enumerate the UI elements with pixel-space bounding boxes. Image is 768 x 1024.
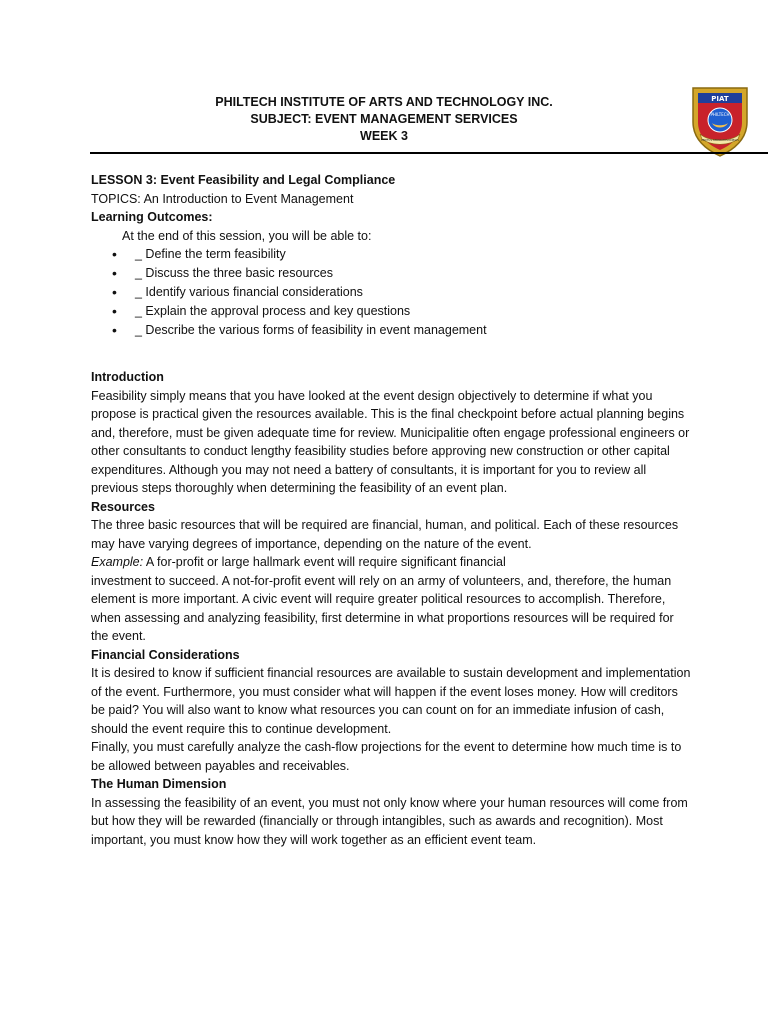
example-label: Example: bbox=[91, 555, 144, 569]
introduction-heading: Introduction bbox=[91, 370, 164, 384]
resources-heading: Resources bbox=[91, 499, 155, 514]
financial-heading: Financial Considerations bbox=[91, 647, 240, 662]
human-dimension-heading: The Human Dimension bbox=[91, 777, 227, 791]
resources-paragraph-2: investment to succeed. A not-for-profit event will rely on an army of volunteers, and, therefore, the human element is more important. A civic event will require greater political resources to accomplish. Therefore, when assessing and analyzing feasibility, first determine in what proportions resources will be required for the event. bbox=[91, 573, 674, 643]
financial-paragraph-2: Finally, you must carefully analyze the cash-flow projections for the event to determine how much time is to be allowed between payables and receivables. bbox=[91, 740, 682, 773]
resources-example bbox=[91, 553, 691, 572]
lesson-title: LESSON 3: Event Feasibility and Legal Compliance bbox=[91, 173, 396, 187]
introduction-paragraph: Feasibility simply means that you have looked at the event design objectively to determine if what you propose is practical given the resources available. This is the final checkpoint before actual planning begins and, therefore, must be given adequate time for review. Municipalitie often engage professional engineers or other consultants to conduct lengthy feasibility studies before approving new construction or other capital expenditures. Although you may not need a battery of consultants, it is important for you to review all previous steps thoroughly when determining the feasibility of an event plan. bbox=[91, 388, 690, 495]
header-divider bbox=[90, 152, 768, 154]
list-item: • _ Describe the various forms of feasibility in event management bbox=[91, 321, 691, 340]
resources-paragraph: The three basic resources that will be required are financial, human, and political. Each of these resources may have varying degrees of importance, depending on the nature of the event. bbox=[91, 518, 679, 551]
list-item: • _ Discuss the three basic resources bbox=[91, 264, 691, 283]
school-logo-icon bbox=[689, 82, 751, 158]
document-header bbox=[0, 94, 768, 145]
svg-text:PHILTECH: PHILTECH bbox=[710, 112, 730, 117]
svg-text:PERITUS APPARATUS NOBILIS: PERITUS APPARATUS NOBILIS bbox=[701, 139, 739, 143]
lesson-topics: TOPICS: An Introduction to Event Management bbox=[91, 191, 354, 206]
subject-line: SUBJECT: EVENT MANAGEMENT SERVICES bbox=[250, 112, 518, 126]
list-item: • _ Explain the approval process and key questions bbox=[91, 302, 691, 321]
svg-text:PIAT: PIAT bbox=[711, 95, 729, 103]
learning-outcomes-heading: Learning Outcomes: bbox=[91, 210, 213, 224]
week-label: WEEK 3 bbox=[360, 129, 408, 143]
list-item: • _ Define the term feasibility bbox=[91, 245, 691, 264]
list-item: • _ Identify various financial considerations bbox=[91, 283, 691, 302]
financial-paragraph: It is desired to know if sufficient financial resources are available to sustain development and implementation of the event. Furthermore, you must consider what will happen if the event loses money. How will creditors be paid? You will also want to know what resources you can count on for an immediate infusion of cash, should the event require this to continue development. bbox=[91, 666, 691, 736]
learning-outcomes-intro: At the end of this session, you will be able to: bbox=[122, 228, 372, 243]
document-body bbox=[91, 171, 691, 849]
human-dimension-paragraph: In assessing the feasibility of an event, you must not only know where your human resources will come from but how they will be rewarded (financially or through intangibles, such as awards and recognition). Most important, you must know how they will work together as an efficient event team. bbox=[91, 795, 688, 847]
learning-outcomes-list bbox=[91, 245, 691, 340]
example-text: A for-profit or large hallmark event will require significant financial bbox=[145, 555, 506, 569]
institute-name: PHILTECH INSTITUTE OF ARTS AND TECHNOLOGY INC. bbox=[215, 95, 553, 109]
